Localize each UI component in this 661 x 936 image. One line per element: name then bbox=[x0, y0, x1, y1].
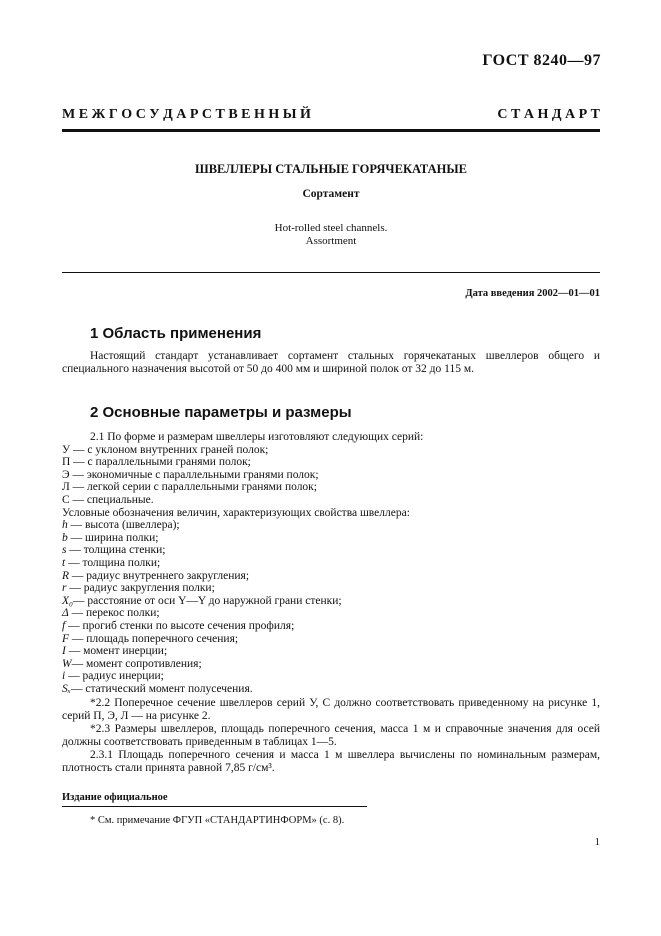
english-title bbox=[62, 222, 600, 248]
symbol-item bbox=[62, 645, 600, 658]
symbol-item bbox=[62, 557, 600, 570]
symbol-description: — толщина стенки; bbox=[66, 544, 166, 557]
edition-label: Издание официальное bbox=[62, 792, 168, 803]
footnote-rule bbox=[62, 806, 367, 807]
clause-2-3: *2.3 Размеры швеллеров, площадь поперечного сечения, масса 1 м и справочные значения для осей должны соответствовать приведенным в таблицах 1—5. bbox=[62, 723, 600, 748]
symbol-item bbox=[62, 595, 600, 608]
english-title-line1: Hot-rolled steel channels. bbox=[274, 222, 388, 234]
symbol-item bbox=[62, 570, 600, 583]
symbol-description: — радиус инерции; bbox=[65, 670, 164, 683]
series-item: У — с уклоном внутренних граней полок; bbox=[62, 443, 269, 456]
section2-heading: 2 Основные параметры и размеры bbox=[90, 404, 352, 421]
symbol-description: — статический момент полусечения. bbox=[71, 682, 253, 695]
symbol-description: — момент инерции; bbox=[65, 645, 168, 658]
symbol-description: — площадь поперечного сечения; bbox=[69, 632, 239, 645]
title-rule bbox=[62, 272, 600, 273]
symbol: h bbox=[62, 519, 68, 532]
symbol: Δ bbox=[62, 607, 69, 620]
symbol: b bbox=[62, 531, 68, 544]
symbol-description: — ширина полки; bbox=[67, 531, 159, 544]
banner-word-standard: С Т А Н Д А Р Т bbox=[497, 107, 600, 122]
effective-date: Дата введения 2002—01—01 bbox=[465, 288, 600, 299]
symbol-description: — прогиб стенки по высоте сечения профиля; bbox=[65, 619, 295, 632]
gost-code: ГОСТ 8240—97 bbox=[482, 52, 601, 69]
symbol: X₀ bbox=[62, 594, 74, 607]
symbol-item bbox=[62, 658, 600, 671]
symbol-description: — радиус внутреннего закругления; bbox=[69, 569, 250, 582]
symbol-description: — высота (швеллера); bbox=[67, 519, 180, 532]
series-item: Л — легкой серии с параллельными гранями полок; bbox=[62, 481, 317, 494]
page-number: 1 bbox=[594, 837, 600, 848]
symbols-intro: Условные обозначения величин, характеризующих свойства швеллера: bbox=[62, 506, 410, 519]
symbol: R bbox=[62, 569, 70, 582]
symbol-description: — момент сопротивления; bbox=[71, 657, 202, 670]
document-subtitle: Сортамент bbox=[302, 188, 360, 200]
symbol: F bbox=[62, 632, 70, 645]
symbol: Sₓ bbox=[62, 682, 72, 695]
symbol: f bbox=[62, 619, 66, 632]
section1-text: Настоящий стандарт устанавливает сортамент стальных горячекатаных швеллеров общего и специального назначения высотой от 50 до 400 мм и шириной полок от 32 до 115 м. bbox=[62, 350, 600, 375]
symbol-description: — перекос полки; bbox=[68, 607, 160, 620]
symbol: W bbox=[62, 657, 72, 670]
symbol-item bbox=[62, 532, 600, 545]
clause-2-2: *2.2 Поперечное сечение швеллеров серий У, С должно соответствовать приведенному на рисунке 1, серий П, Э, Л — на рисунке 2. bbox=[62, 697, 600, 722]
symbol-description: — радиус закругления полки; bbox=[66, 582, 215, 595]
english-title-line2: Assortment bbox=[305, 235, 357, 247]
document-title: ШВЕЛЛЕРЫ СТАЛЬНЫЕ ГОРЯЧЕКАТАНЫЕ bbox=[194, 162, 468, 176]
symbol-item bbox=[62, 620, 600, 633]
symbol-item bbox=[62, 683, 600, 696]
section1-heading: 1 Область применения bbox=[90, 325, 262, 342]
symbol-item bbox=[62, 633, 600, 646]
series-item: Э — экономичные с параллельными гранями полок; bbox=[62, 468, 319, 481]
symbol: r bbox=[62, 582, 67, 595]
symbol-item bbox=[62, 544, 600, 557]
symbol: I bbox=[62, 645, 66, 658]
symbol-description: — толщина полки; bbox=[65, 556, 161, 569]
symbol-description: — расстояние от оси Y—Y до наружной грани стенки; bbox=[73, 594, 342, 607]
symbol: s bbox=[62, 544, 67, 557]
clause-2-1: 2.1 По форме и размерам швеллеры изготовляют следующих серий: bbox=[90, 431, 424, 443]
symbol: t bbox=[62, 556, 66, 569]
symbol-item bbox=[62, 670, 600, 683]
symbol-item bbox=[62, 607, 600, 620]
symbol: i bbox=[62, 670, 66, 683]
section2-body bbox=[62, 431, 600, 695]
symbol-item bbox=[62, 519, 600, 532]
clause-2-3-1: 2.3.1 Площадь поперечного сечения и масса 1 м швеллера вычислены по номинальным размерам, плотность стали принята равной 7,85 г/см³. bbox=[62, 749, 600, 774]
standard-banner bbox=[62, 107, 600, 123]
series-item: П — с параллельными гранями полок; bbox=[62, 456, 251, 469]
banner-rule bbox=[62, 129, 600, 132]
series-item: С — специальные. bbox=[62, 493, 154, 506]
footnote: * См. примечание ФГУП «СТАНДАРТИНФОРМ» (с. 8). bbox=[90, 815, 345, 826]
symbol-item bbox=[62, 582, 600, 595]
banner-word-interstate: М Е Ж Г О С У Д А Р С Т В Е Н Н Ы Й bbox=[62, 107, 311, 122]
